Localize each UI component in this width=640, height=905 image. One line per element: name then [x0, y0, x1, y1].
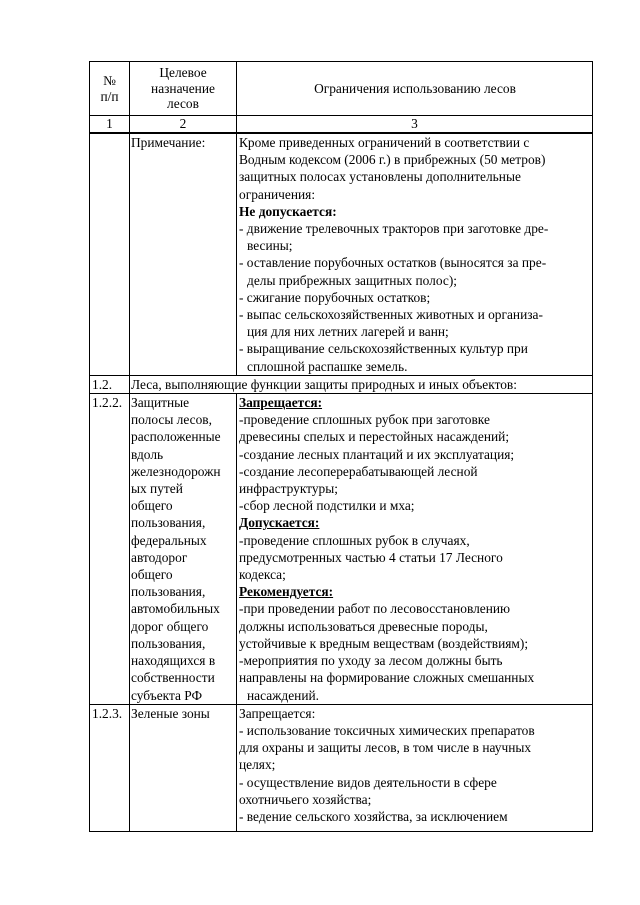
note-item-0: - движение трелевочных тракторов при заготовке дре-: [239, 221, 549, 237]
note-item-8: сплошной распашке земель.: [247, 358, 408, 374]
row-123-num: 1.2.3.: [92, 705, 123, 721]
note-item-6: ция для них летних лагерей и ванн;: [247, 324, 449, 340]
column-number-3: 3: [237, 116, 593, 134]
note-item-5: - выпас сельскохозяйственных животных и организа-: [239, 307, 543, 323]
row-122-purpose: Защитные полосы лесов, расположенные вдоль железнодорожн ых путей общего пользования, федеральных автодорог общего пользования, автомобильных дорог общего пользования, находящихся в собственности субъекта РФ: [131, 395, 221, 703]
section-title-cell: [130, 375, 593, 393]
table-row-1-2-3: [90, 704, 593, 831]
row-123-purpose: Зеленые зоны: [131, 705, 210, 721]
row-122-prohibited-heading: Запрещается:: [239, 395, 323, 411]
row-122-num: 1.2.2.: [92, 395, 123, 411]
row-122-allowed-heading: Допускается:: [239, 515, 320, 531]
header-col-purpose-text: Целевое назначение лесов: [151, 65, 215, 112]
note-label-cell: [130, 133, 237, 375]
column-number-1: 1: [90, 116, 130, 134]
note-item-4: - сжигание порубочных остатков;: [239, 289, 431, 305]
row-123-prohibited-text: - использование токсичных химических препаратов для охраны и защиты лесов, в том числе в научных целях; - осуществление видов деятельности в сфере охотничьего хозяйства; - ведение сельского хозяйства, за исключением: [239, 722, 535, 824]
row-122-purpose-cell: [130, 394, 237, 705]
row-122-num-cell: [90, 394, 130, 705]
section-title: Леса, выполняющие функции защиты природных и иных объектов:: [131, 376, 517, 392]
note-num-cell: [90, 133, 130, 375]
row-122-recommended-text: -при проведении работ по лесовосстановлению должны использоваться древесные породы, устойчивые к вредным веществам (воздействиям); -мероприятия по уходу за лесом должны быть направлены на формирование сложных смешанных: [239, 601, 535, 686]
row-122-content-cell: [237, 394, 593, 705]
header-col-restrictions: [237, 62, 593, 116]
table-row-section-1-2: [90, 375, 593, 393]
header-col-purpose: [130, 62, 237, 116]
note-content-cell: [237, 133, 593, 375]
note-item-3: делы прибрежных защитных полос);: [247, 272, 458, 288]
note-item-1: весины;: [247, 238, 293, 254]
table-row-1-2-2: [90, 394, 593, 705]
note-item-2: - оставление порубочных остатков (выносятся за пре-: [239, 255, 547, 271]
section-num: 1.2.: [92, 376, 113, 392]
header-col-restrictions-text: Ограничения использованию лесов: [314, 80, 516, 96]
note-intro: Кроме приведенных ограничений в соответствии с Водным кодексом (2006 г.) в прибрежных (50 метров) защитных полосах установлены дополнительные ограничения:: [239, 135, 546, 202]
note-item-7: - выращивание сельскохозяйственных культур при: [239, 341, 528, 357]
section-num-cell: [90, 375, 130, 393]
row-123-num-cell: [90, 704, 130, 831]
row-122-allowed-text: -проведение сплошных рубок в случаях, предусмотренных частью 4 статьи 17 Лесного кодекса;: [239, 532, 503, 583]
row-123-content-cell: [237, 704, 593, 831]
row-123-prohibited-heading: Запрещается:: [239, 705, 316, 721]
row-122-recommended-last: насаждений.: [247, 687, 320, 703]
header-col-number: [90, 62, 130, 116]
column-number-row: [90, 116, 593, 134]
column-number-2: 2: [130, 116, 237, 134]
note-heading: Не допускается:: [239, 203, 337, 219]
row-123-purpose-cell: [130, 704, 237, 831]
row-122-recommended-heading: Рекомендуется:: [239, 584, 334, 600]
row-122-prohibited-text: -проведение сплошных рубок при заготовке древесины спелых и перестойных насаждений; -создание лесных плантаций и их эксплуатация; -создание лесоперерабатывающей лесной инфраструктуры; -сбор лесной подстилки и мха;: [239, 412, 515, 514]
header-col-number-text: № п/п: [100, 73, 119, 104]
note-label: Примечание:: [131, 135, 206, 150]
table-header-row: [90, 62, 593, 116]
table-row-note: [90, 133, 593, 375]
restrictions-table: [89, 61, 593, 832]
